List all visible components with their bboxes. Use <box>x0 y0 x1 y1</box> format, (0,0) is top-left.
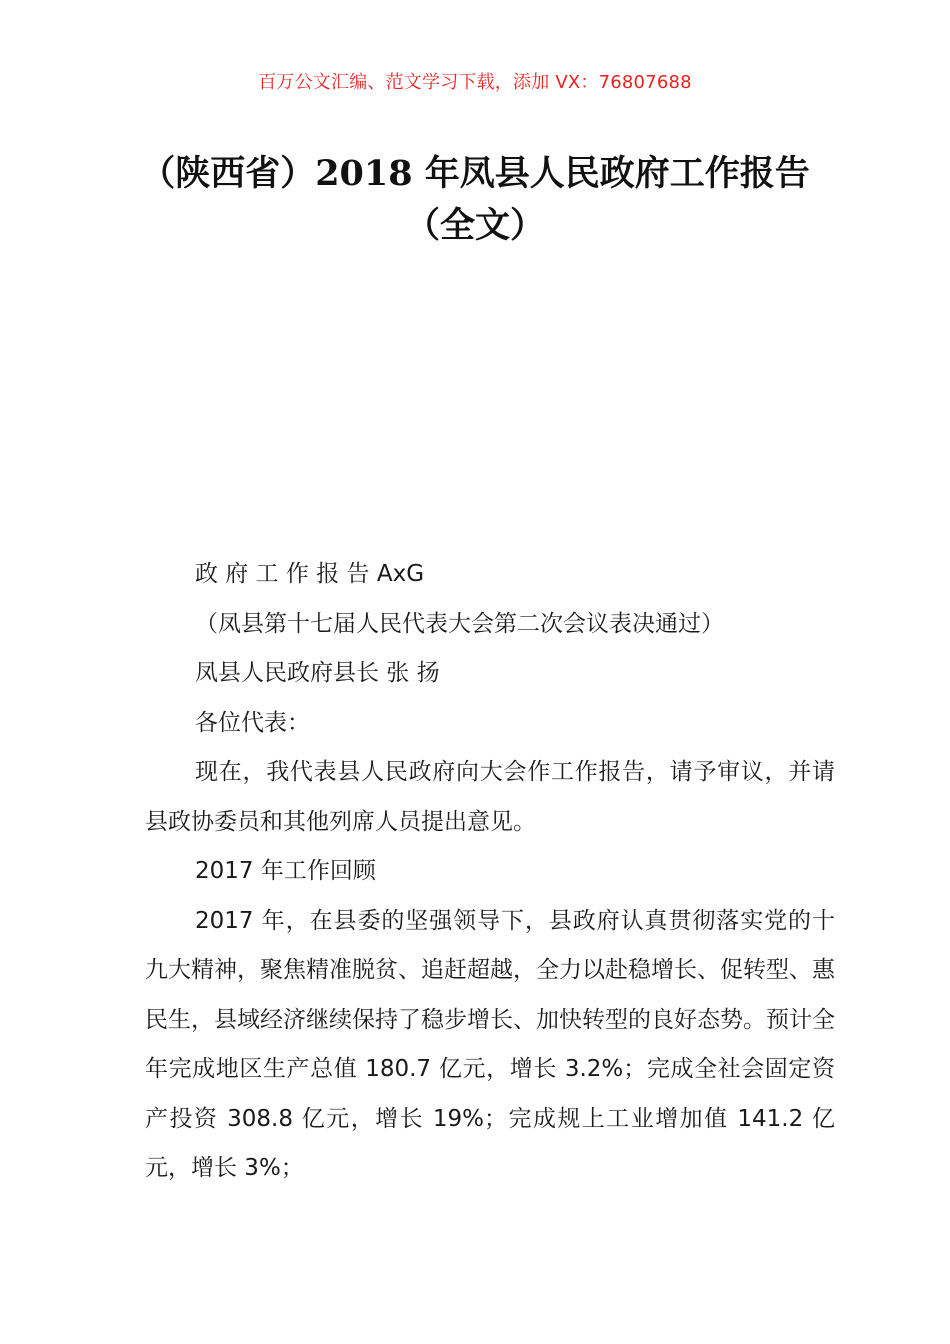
review-paragraph: 2017 年，在县委的坚强领导下，县政府认真贯彻落实党的十九大精神，聚焦精准脱贫、追赶超越，全力以赴稳增长、促转型、惠民生，县域经济继续保持了稳步增长、加快转型的良好态势。预计全年完成地区生产总值 180.7 亿元，增长 3.2%；完成全社会固定资产投资 308.8 亿元，增长 19%；完成规上工业增加值 141.2 亿元，增长 3%； <box>145 907 835 1181</box>
intro-paragraph: 现在，我代表县人民政府向大会作工作报告，请予审议，并请县政协委员和其他列席人员提出意见。 <box>145 759 835 835</box>
document-title-line-1: （陕西省）2018 年凤县人民政府工作报告 <box>140 153 810 194</box>
report-label: 政 府 工 作 报 告 AxG <box>195 561 425 587</box>
approval-note: （凤县第十七届人民代表大会第二次会议表决通过） <box>195 610 724 637</box>
document-title-line-2: （全文） <box>404 205 545 246</box>
promo-header: 百万公文汇编、范文学习下载，添加 VX：76807688 <box>258 72 692 93</box>
section-heading: 2017 年工作回顾 <box>195 858 376 884</box>
author-line: 凤县人民政府县长 张 扬 <box>195 660 440 686</box>
document-body <box>145 550 835 1194</box>
salutation: 各位代表： <box>195 709 310 736</box>
document-title <box>100 148 850 252</box>
